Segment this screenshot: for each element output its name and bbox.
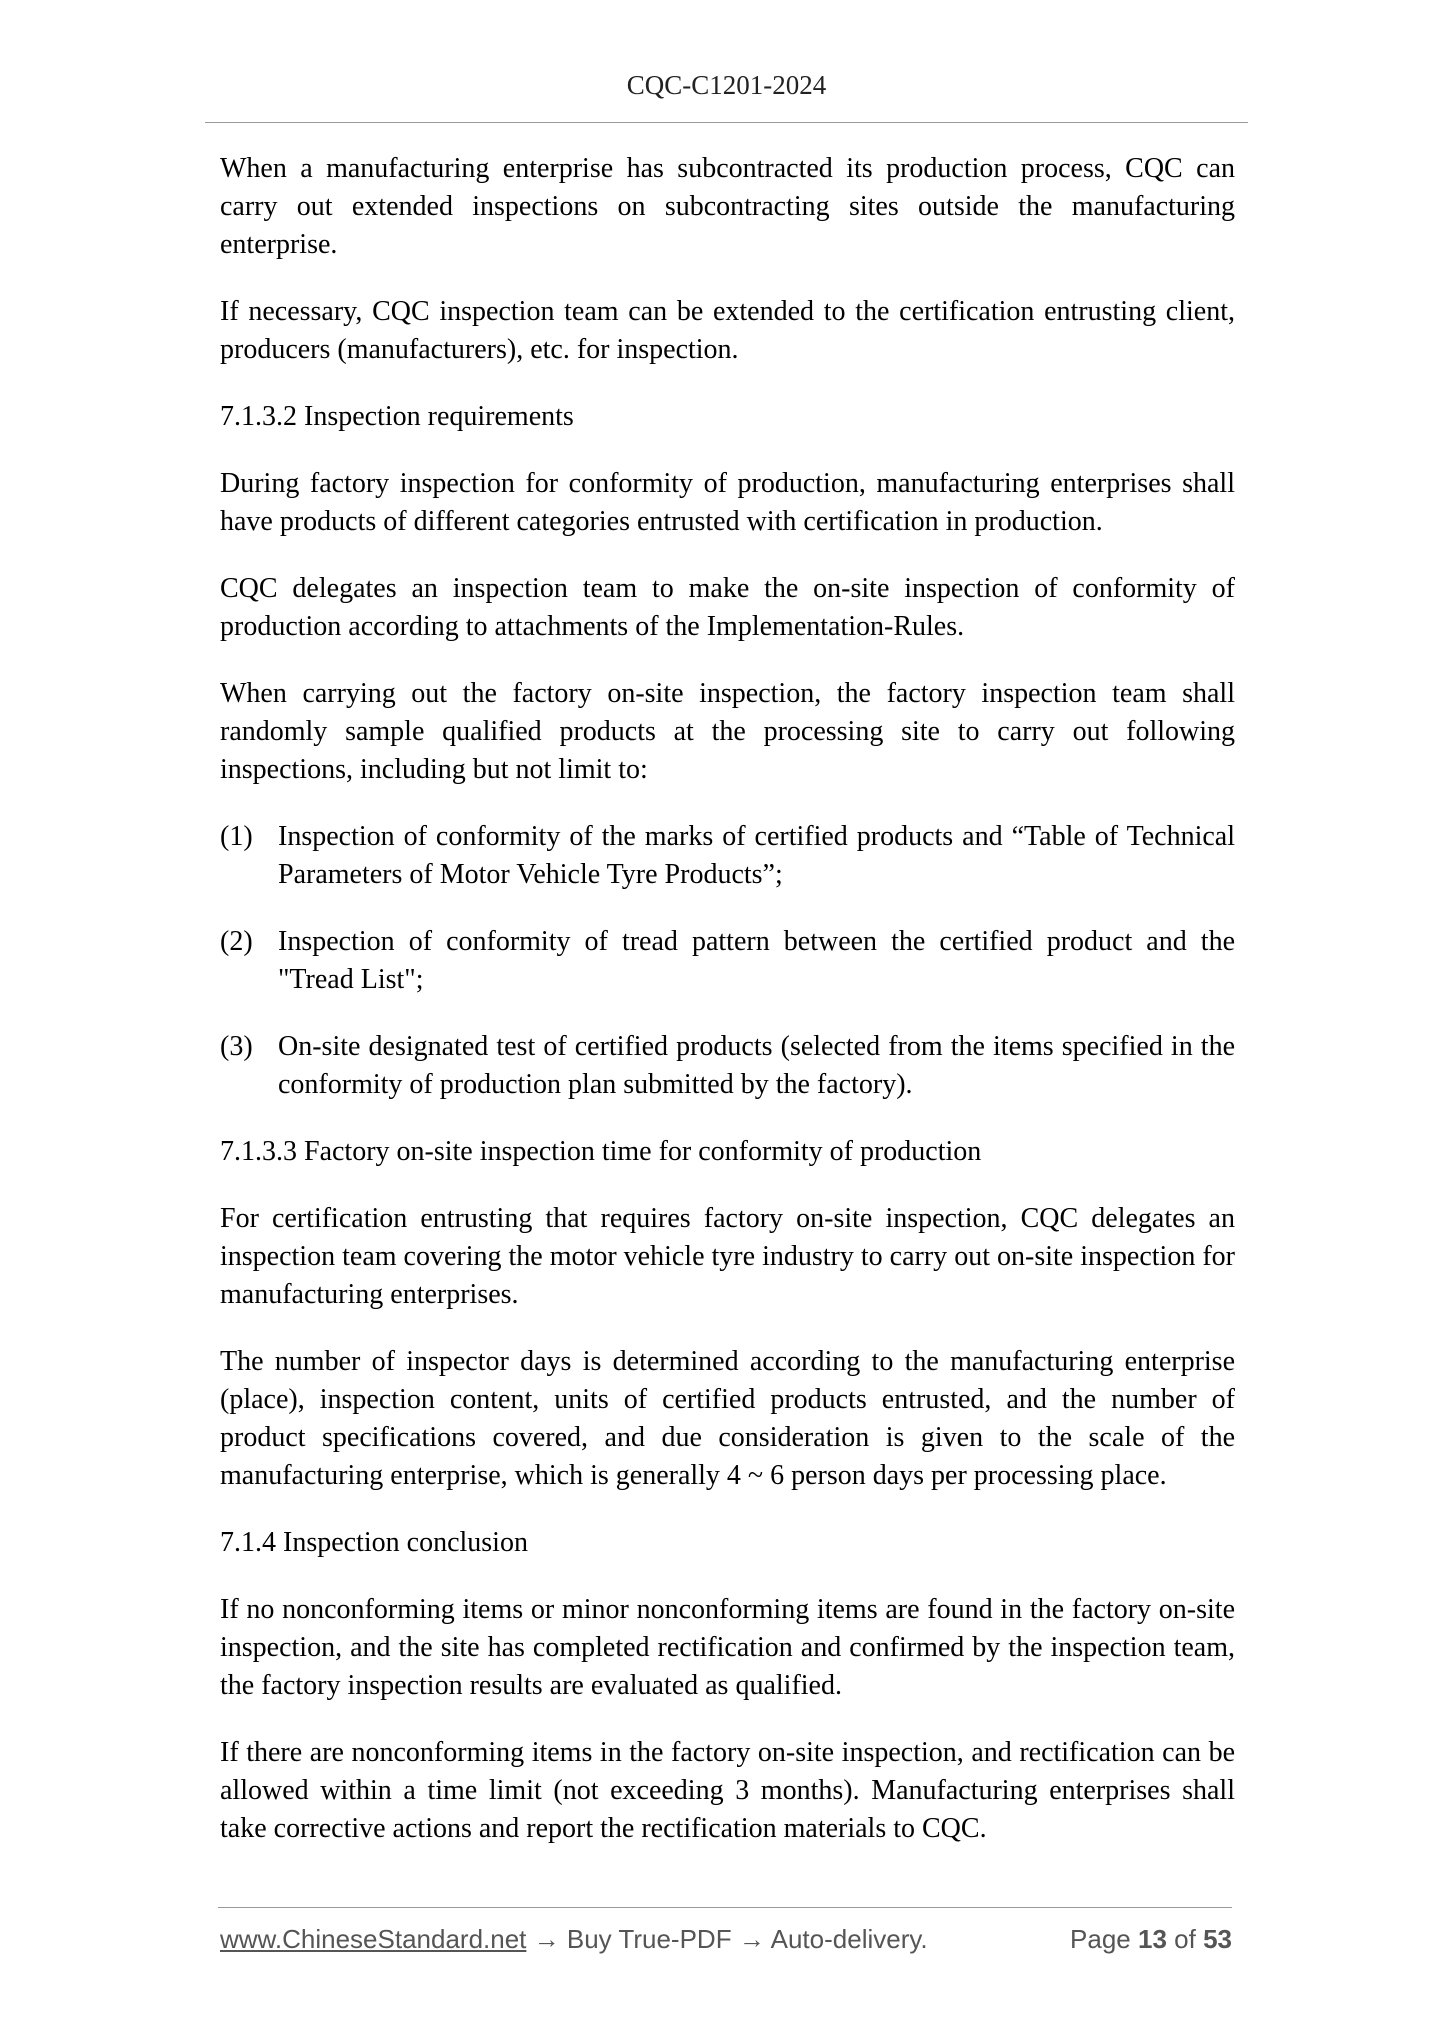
paragraph: For certification entrusting that requires factory on-site inspection, CQC delegates an inspection team covering the motor vehicle tyre industry to carry out on-site inspection for manufacturing enterprises. [220, 1203, 1235, 1310]
list-item-number: (1) [220, 821, 253, 852]
paragraph: CQC delegates an inspection team to make the on-site inspection of conformity of production according to attachments of the Implementation-Rules. [220, 573, 1235, 642]
list-item [220, 818, 1235, 894]
list-item-text: On-site designated test of certified products (selected from the items specified in the conformity of production plan submitted by the factory). [278, 1031, 1235, 1100]
footer-divider [218, 1907, 1232, 1908]
list-item-number: (2) [220, 926, 253, 957]
website-link[interactable]: www.ChineseStandard.net [220, 1924, 527, 1954]
page-label: Page [1070, 1924, 1131, 1954]
arrow-right-icon: → [533, 1924, 560, 1954]
total-page-number: 53 [1203, 1924, 1232, 1954]
paragraph: When a manufacturing enterprise has subcontracted its production process, CQC can carry out extended inspections on subcontracting sites outside the manufacturing enterprise. [220, 153, 1235, 260]
list-item-text: Inspection of conformity of the marks of certified products and “Table of Technical Parameters of Motor Vehicle Tyre Products”; [278, 821, 1235, 890]
page-indicator [1070, 1924, 1232, 1955]
document-header: CQC-C1201-2024 [626, 70, 827, 100]
paragraph: When carrying out the factory on-site inspection, the factory inspection team shall randomly sample qualified products at the processing site to carry out following inspections, including but not limit to: [220, 678, 1235, 785]
paragraph: During factory inspection for conformity of production, manufacturing enterprises shall have products of different categories entrusted with certification in production. [220, 468, 1235, 537]
list-item [220, 923, 1235, 999]
section-heading-7-1-3-2: 7.1.3.2 Inspection requirements [220, 401, 574, 432]
document-body [220, 150, 1235, 1877]
auto-delivery-text: Auto-delivery. [770, 1924, 928, 1954]
current-page-number: 13 [1138, 1924, 1167, 1954]
list-item-number: (3) [220, 1031, 253, 1062]
list-item-text: Inspection of conformity of tread pattern between the certified product and the "Tread List"; [278, 926, 1235, 995]
section-heading-7-1-4: 7.1.4 Inspection conclusion [220, 1527, 528, 1558]
section-heading-7-1-3-3: 7.1.3.3 Factory on-site inspection time for conformity of production [220, 1136, 982, 1167]
arrow-right-icon: → [738, 1924, 765, 1954]
list-item [220, 1028, 1235, 1104]
buy-true-pdf-text: Buy True-PDF [566, 1924, 732, 1954]
paragraph: If no nonconforming items or minor nonconforming items are found in the factory on-site inspection, and the site has completed rectification and confirmed by the inspection team, the factory inspection results are evaluated as qualified. [220, 1594, 1235, 1701]
of-label: of [1174, 1924, 1196, 1954]
header-divider [205, 122, 1248, 123]
footer-left [220, 1924, 928, 1955]
paragraph: If there are nonconforming items in the factory on-site inspection, and rectification can be allowed within a time limit (not exceeding 3 months). Manufacturing enterprises shall take corrective actions and report the rectification materials to CQC. [220, 1737, 1235, 1844]
paragraph: If necessary, CQC inspection team can be extended to the certification entrusting client, producers (manufacturers), etc. for inspection. [220, 296, 1235, 365]
paragraph: The number of inspector days is determined according to the manufacturing enterprise (place), inspection content, units of certified products entrusted, and the number of product specifications covered, and due consideration is given to the scale of the manufacturing enterprise, which is generally 4 ~ 6 person days per processing place. [220, 1346, 1235, 1491]
page-footer [220, 1924, 1232, 1955]
